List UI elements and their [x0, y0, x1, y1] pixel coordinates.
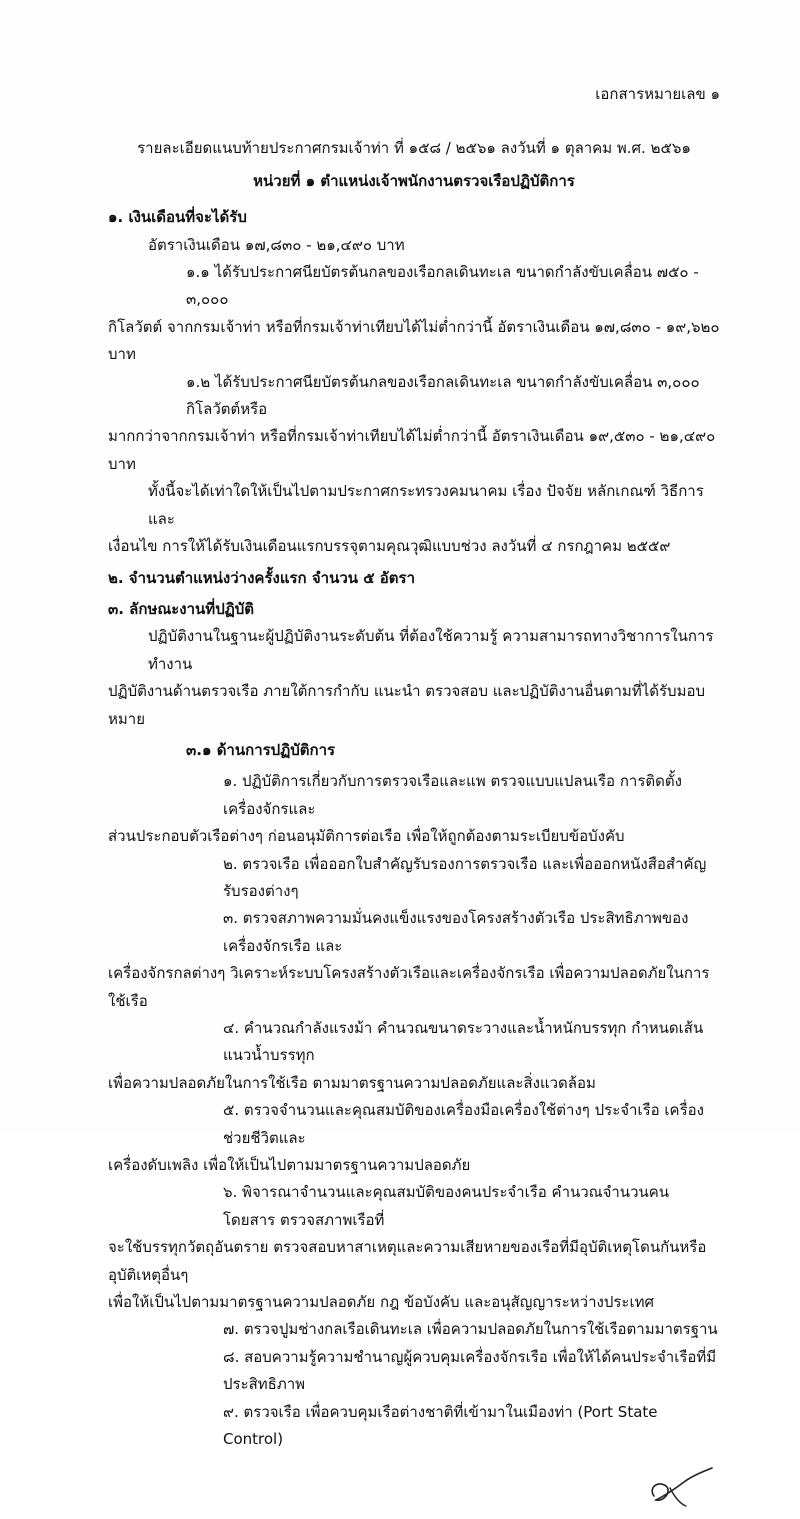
handwritten-signature-icon [640, 1466, 720, 1510]
salary-item-1-2-line: ๑.๒ ได้รับประกาศนียบัตรต้นกลของเรือกลเดินทะเล ขนาดกำลังขับเคลื่อน ๓,๐๐๐ กิโลวัตต์หรือ [186, 372, 700, 419]
duty-item-5 [108, 1097, 720, 1179]
section-duties [108, 596, 720, 1454]
section-vacancies [108, 565, 720, 592]
duty-item-line: ๖. พิจารณาจำนวนและคุณสมบัติของคนประจำเรือ คำนวณจำนวนคนโดยสาร ตรวจสภาพเรือที่ [223, 1183, 670, 1229]
duties-intro-line: ปฏิบัติงานในฐานะผู้ปฏิบัติงานระดับต้น ที่ต้องใช้ความรู้ ความสามารถทางวิชาการในการทำงาน [148, 627, 714, 673]
duty-item-line: เพื่อให้เป็นไปตามมาตรฐานความปลอดภัย กฎ ข้อบังคับ และอนุสัญญาระหว่างประเทศ [108, 1293, 655, 1312]
duty-item-8 [108, 1344, 720, 1399]
section-salary [108, 204, 720, 560]
salary-note-line: เงื่อนไข การให้ได้รับเงินเดือนแรกบรรจุตามคุณวุฒิแบบช่วง ลงวันที่ ๔ กรกฎาคม ๒๕๕๙ [108, 537, 671, 556]
duty-item-line: ๑. ปฏิบัติการเกี่ยวกับการตรวจเรือและแพ ตรวจแบบแปลนเรือ การติดตั้งเครื่องจักรและ [223, 772, 682, 818]
salary-item-1-1-line: ๑.๑ ได้รับประกาศนียบัตรต้นกลของเรือกลเดินทะเล ขนาดกำลังขับเคลื่อน ๗๕๐ - ๓,๐๐๐ [186, 263, 699, 309]
announcement-title: รายละเอียดแนบท้ายประกาศกรมเจ้าท่า ที่ ๑๕๘ / ๒๕๖๑ ลงวันที่ ๑ ตุลาคม พ.ศ. ๒๕๖๑ [137, 139, 691, 158]
position-title: หน่วยที่ ๑ ตำแหน่งเจ้าพนักงานตรวจเรือปฏิบัติการ [253, 171, 575, 190]
duty-item-line: ๕. ตรวจจำนวนและคุณสมบัติของเครื่องมือเครื่องใช้ต่างๆ ประจำเรือ เครื่องช่วยชีวิตและ [223, 1101, 704, 1147]
duty-item-line: เครื่องดับเพลิง เพื่อให้เป็นไปตามมาตรฐานความปลอดภัย [108, 1156, 471, 1175]
salary-rate: อัตราเงินเดือน ๑๗,๘๓๐ - ๒๑,๔๙๐ บาท [148, 235, 405, 254]
salary-item-1-1-line: กิโลวัตต์ จากกรมเจ้าท่า หรือที่กรมเจ้าท่าเทียบได้ไม่ต่ำกว่านี้ อัตราเงินเดือน ๑๗,๘๓๐ - ๑๙,๖๒๐ บาท [108, 317, 720, 364]
duty-item-line: ส่วนประกอบตัวเรือต่างๆ ก่อนอนุมัติการต่อเรือ เพื่อให้ถูกต้องตามระเบียบข้อบังคับ [108, 827, 625, 846]
duty-item-line: เพื่อความปลอดภัยในการใช้เรือ ตามมาตรฐานความปลอดภัยและสิ่งแวดล้อม [108, 1073, 596, 1092]
signature [108, 1466, 720, 1519]
duty-item-4 [108, 1015, 720, 1097]
document-number: เอกสารหมายเลข ๑ [595, 85, 720, 103]
section-heading-vacancies: ๒. จำนวนตำแหน่งว่างครั้งแรก จำนวน ๕ อัตรา [108, 568, 416, 587]
duty-item-line: ๙. ตรวจเรือ เพื่อควบคุมเรือต่างชาติที่เข้ามาในเมืองท่า (Port State Control) [223, 1402, 658, 1449]
duty-item-line: ๘. สอบความรู้ความชำนาญผู้ควบคุมเครื่องจักรเรือ เพื่อให้ได้คนประจำเรือที่มีประสิทธิภาพ [223, 1347, 717, 1394]
section-heading-duties: ๓. ลักษณะงานที่ปฏิบัติ [108, 599, 255, 618]
duty-item-line: เครื่องจักรกลต่างๆ วิเคราะห์ระบบโครงสร้างตัวเรือและเครื่องจักรเรือ เพื่อความปลอดภัยในการใช้เรือ [108, 964, 710, 1010]
duty-item-7 [108, 1316, 720, 1343]
duties-sub-heading: ๓.๑ ด้านการปฏิบัติการ [186, 740, 336, 759]
duty-item-6 [108, 1179, 720, 1316]
duty-item-line: จะใช้บรรทุกวัตถุอันตราย ตรวจสอบหาสาเหตุและความเสียหายของเรือที่มีอุบัติเหตุโดนกันหรืออุบัติเหตุอื่นๆ [108, 1238, 707, 1284]
duty-item-9 [108, 1399, 720, 1454]
duty-item-2 [108, 851, 720, 906]
duty-item-line: ๓. ตรวจสภาพความมั่นคงแข็งแรงของโครงสร้างตัวเรือ ประสิทธิภาพของเครื่องจักรเรือ และ [223, 909, 689, 955]
salary-note-line: ทั้งนี้จะได้เท่าใดให้เป็นไปตามประกาศกระทรวงคมนาคม เรื่อง ปัจจัย หลักเกณฑ์ วิธีการและ [148, 482, 704, 528]
duty-item-3 [108, 905, 720, 1015]
duties-intro-line: ปฏิบัติงานด้านตรวจเรือ ภายใต้การกำกับ แนะนำ ตรวจสอบ และปฏิบัติงานอื่นตามที่ได้รับมอบหมาย [108, 682, 705, 728]
duty-item-line: ๒. ตรวจเรือ เพื่อออกใบสำคัญรับรองการตรวจเรือ และเพื่อออกหนังสือสำคัญรับรองต่างๆ [223, 854, 707, 900]
section-heading-salary: ๑. เงินเดือนที่จะได้รับ [108, 208, 247, 227]
duty-item-line: ๗. ตรวจปูมช่างกลเรือเดินทะเล เพื่อความปลอดภัยในการใช้เรือตามมาตรฐาน [223, 1320, 718, 1339]
salary-item-1-2-line: มากกว่าจากกรมเจ้าท่า หรือที่กรมเจ้าท่าเทียบได้ไม่ต่ำกว่านี้ อัตราเงินเดือน ๑๙,๕๓๐ - ๒๑,๔๙๐ บาท [108, 427, 716, 473]
duty-item-line: ๔. คำนวณกำลังแรงม้า คำนวณขนาดระวางและน้ำหนักบรรทุก กำหนดเส้นแนวน้ำบรรทุก [223, 1019, 704, 1065]
duty-item-1 [108, 768, 720, 850]
